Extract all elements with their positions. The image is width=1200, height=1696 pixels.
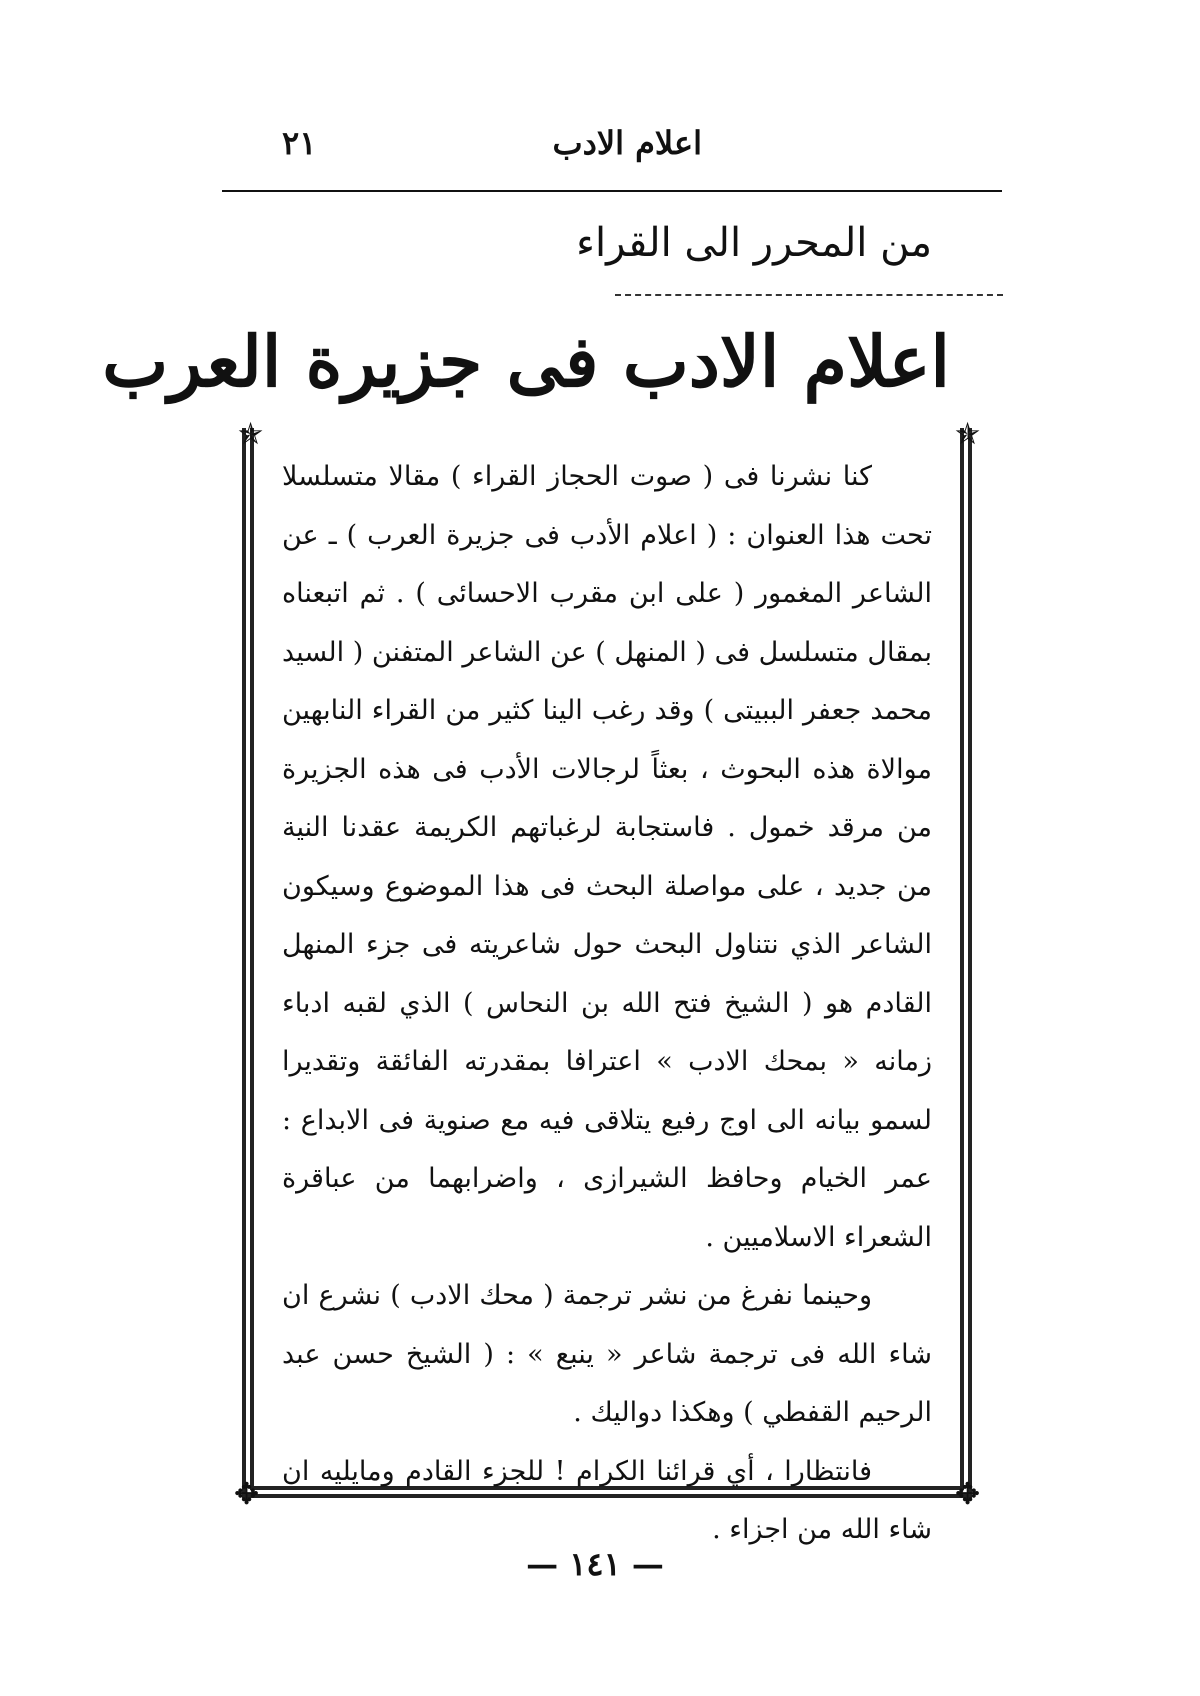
star-ornament-icon: ✯ xyxy=(955,417,981,452)
page-number: ٢١ xyxy=(282,124,317,162)
cross-ornament-icon: ✥ xyxy=(955,1477,981,1512)
header-rule xyxy=(222,190,1002,192)
paragraph: كنا نشرنا فى ( صوت الحجاز القراء ) مقالا متسلسلا تحت هذا العنوان : ( اعلام الأدب فى جزيرة العرب ) ـ عن الشاعر المغمور ( على ابن مقرب الاحسائى ) . ثم اتبعناه بمقال متسلسل فى ( المنهل ) عن الشاعر المتفنن ( السيد محمد جعفر الببيتى ) وقد رغب الينا كثير من القراء النابهين موالاة هذه البحوث ، بعثاً لرجالات الأدب فى هذه الجزيرة من مرقد خمول . فاستجابة لرغباتهم الكريمة عقدنا النية من جديد ، على مواصلة البحث فى هذا الموضوع وسيكون الشاعر الذي نتناول البحث حول شاعريته فى جزء المنهل القادم هو ( الشيخ فتح الله بن النحاس ) الذي لقبه ادباء زمانه « بمحك الادب » اعترافا بمقدرته الفائقة وتقديرا لسمو بيانه الى اوج رفيع يتلاقى فيه مع صنوية فى الابداع : عمر الخيام وحافظ الشيرازى ، واضرابهما من عباقرة الشعراء الاسلاميين . xyxy=(282,461,933,1253)
article-title: اعلام الادب فى جزيرة العرب xyxy=(102,320,950,403)
article-body xyxy=(282,448,932,1560)
star-ornament-icon: ✯ xyxy=(238,417,264,452)
running-header xyxy=(222,118,1002,178)
kicker-line: من المحرر الى القراء xyxy=(576,220,932,266)
cross-ornament-icon: ✥ xyxy=(234,1477,260,1512)
paragraph: وحينما نفرغ من نشر ترجمة ( محك الادب ) نشرع ان شاء الله فى ترجمة شاعر « ينبع » : ( الشيخ حسن عبد الرحيم القفطي ) وهكذا دواليك . xyxy=(282,1280,932,1428)
paragraph: فانتظارا ، أي قرائنا الكرام ! للجزء القادم ومايليه ان شاء الله من اجزاء . xyxy=(282,1455,932,1545)
running-title: اعلام الادب xyxy=(552,124,702,162)
kicker-rule xyxy=(615,294,1003,296)
folio-number: — ١٤١ — xyxy=(526,1545,664,1583)
